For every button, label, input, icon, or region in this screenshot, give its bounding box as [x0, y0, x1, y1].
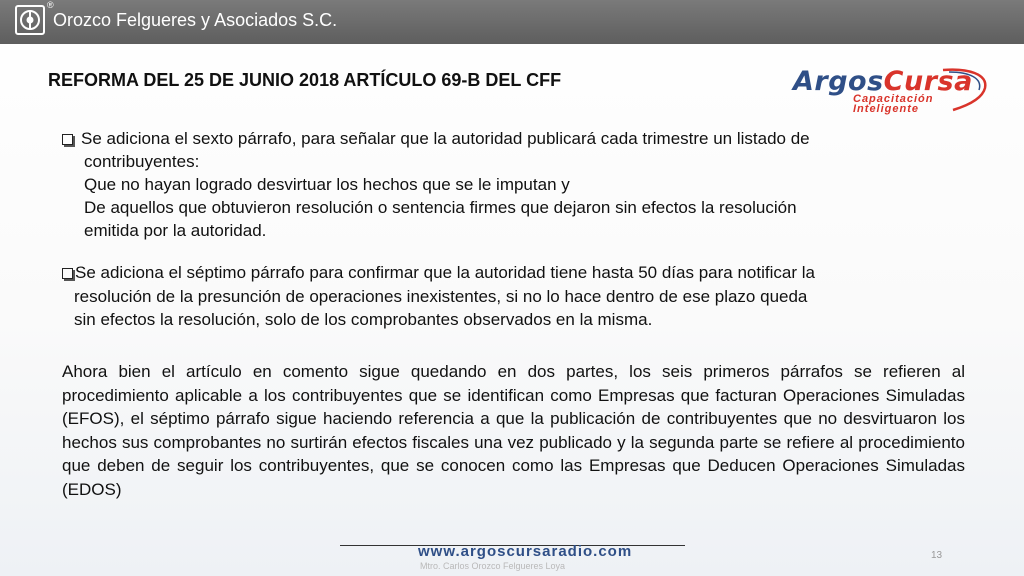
- bullet1-line1: Se adiciona el sexto párrafo, para señalar que la autoridad publicará cada trimestre un listado de: [81, 129, 810, 148]
- bullet1-line3: Que no hayan logrado desvirtuar los hechos que se le imputan y: [84, 175, 570, 194]
- footer-url[interactable]: www.argoscursaradio.com: [418, 543, 633, 560]
- bullet1-line2: contribuyentes:: [84, 152, 200, 171]
- firm-logo: [15, 5, 45, 35]
- brand-name: ArgosCursa: [793, 66, 973, 97]
- checkbox-bullet-icon: [62, 268, 73, 279]
- bullet2-line3: sin efectos la resolución, solo de los comprobantes observados en la misma.: [74, 310, 653, 329]
- brand-tagline-2: Inteligente: [853, 103, 920, 115]
- bullet1-line5: emitida por la autoridad.: [84, 221, 267, 240]
- slide-title: REFORMA DEL 25 DE JUNIO 2018 ARTÍCULO 69-B DEL CFF: [48, 70, 562, 90]
- checkbox-bullet-icon: [62, 134, 73, 145]
- argoscursa-logo: [793, 66, 993, 115]
- bullet2-line2: resolución de la presunción de operaciones inexistentes, si no lo hace dentro de ese plazo queda: [74, 286, 808, 306]
- ofa-logo-icon: [19, 9, 41, 31]
- footer-author: Mtro. Carlos Orozco Felgueres Loya: [420, 561, 566, 571]
- bullet-sexto-parrafo: [62, 127, 962, 242]
- header-bar: [0, 0, 1024, 44]
- body-paragraph: Ahora bien el artículo en comento sigue quedando en dos partes, los seis primeros párrafos se refieren al procedimiento aplicable a los contribuyentes que se identifican como Empresas que facturan Operaciones Simuladas (EFOS), el séptimo párrafo sigue haciendo referencia a que la publicación de contribuyentes que no desvirtuaron los hechos sus comprobantes no surtirán efectos fiscales una vez publicado y la segunda parte se refiere al procedimiento que deben de seguir los contribuyentes, que se conocen como las Empresas que Deducen Operaciones Simuladas (EDOS): [62, 362, 965, 499]
- registered-mark: ®: [47, 0, 54, 10]
- bullet-septimo-parrafo: [62, 261, 964, 332]
- bullet2-line1: Se adiciona el séptimo párrafo para confirmar que la autoridad tiene hasta 50 días para notificar la: [75, 263, 815, 282]
- firm-name: Orozco Felgueres y Asociados S.C.: [53, 10, 338, 30]
- brand-tagline-1: Capacitación: [853, 93, 934, 105]
- page-number: 13: [931, 550, 943, 561]
- bullet1-line4: De aquellos que obtuvieron resolución o sentencia firmes que dejaron sin efectos la resolución: [84, 198, 797, 217]
